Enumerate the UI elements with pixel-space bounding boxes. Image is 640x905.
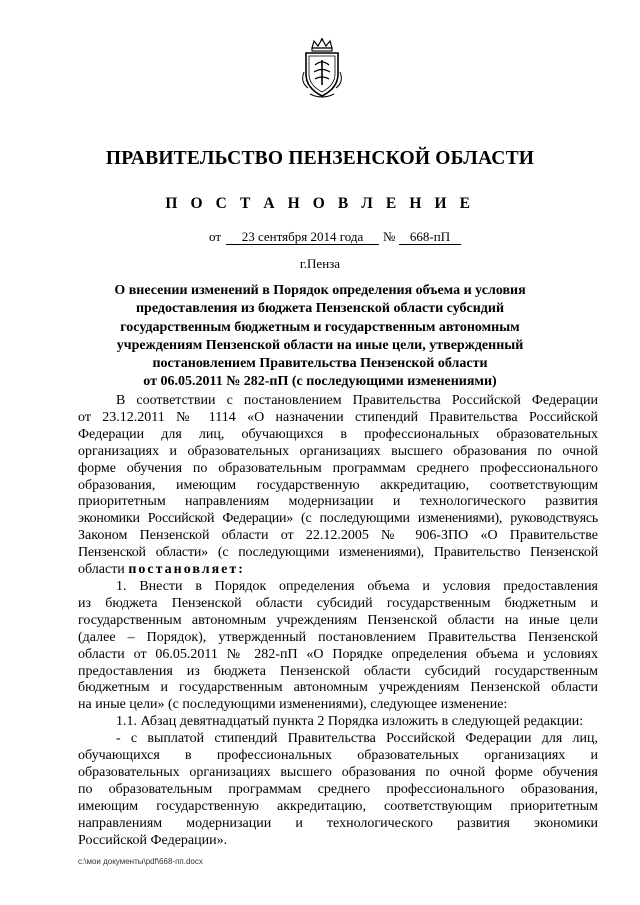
body-line: от 23.12.2011 № 1114 «О назначении стипендий Правительства Российской xyxy=(78,409,598,425)
document-type: П О С Т А Н О В Л Е Н И Е xyxy=(165,195,475,212)
body-line: области от 06.05.2011 № 282-пП «О Порядке определения объема и условиях xyxy=(78,646,598,662)
document-subject xyxy=(80,282,560,392)
subject-line: от 06.05.2011 № 282-пП (с последующими изменениями) xyxy=(143,374,497,390)
body-line: образовательных организациях высшего образования по очной форме обучения xyxy=(78,764,598,780)
body-line: обучающихся в профессиональных образовательных организациях и xyxy=(78,748,598,764)
file-path-footer: c:\мои документы\pdf\668-пп.docx xyxy=(78,857,203,866)
penza-coat-of-arms-icon xyxy=(298,38,346,100)
subject-line: предоставления из бюджета Пензенской области субсидий xyxy=(135,301,505,317)
body-line: из бюджета Пензенской области субсидий государственным бюджетным и xyxy=(78,595,598,611)
body-line: предоставления из бюджета Пензенской области субсидий государственным xyxy=(78,663,598,679)
number-prefix: № xyxy=(383,229,396,244)
city: г.Пенза xyxy=(299,256,341,271)
body-line: Федерации для лиц, обучающихся в профессиональных образовательных xyxy=(78,426,598,442)
resolves-word: постановляет: xyxy=(128,562,245,578)
subject-line: О внесении изменений в Порядок определения объема и условия xyxy=(114,283,526,298)
body-line: (далее – Порядок), утвержденный постановлением Правительства Пензенской xyxy=(78,629,598,645)
body-line: организациях и образовательных организациях высшего образования по очной xyxy=(78,443,598,459)
body-line: государственным автономным учреждениям Пензенской области на иные цели xyxy=(78,612,598,628)
body-line: области xyxy=(78,562,125,578)
body-line: Российской Федерации». xyxy=(78,832,228,848)
date-prefix: от xyxy=(209,229,222,244)
body-line: на иные цели» (с последующими изменениями), следующее изменение: xyxy=(78,697,508,713)
body-line: образования, имеющим государственную аккредитацию, соответствующим xyxy=(78,477,598,493)
body-line: по образовательным программам среднего профессионального образования, xyxy=(78,781,598,797)
body-line: бюджетным и государственным автономным учреждениям Пензенской области xyxy=(78,680,598,696)
subject-line: постановлением Правительства Пензенской области xyxy=(152,356,488,372)
document-number: 668-пП xyxy=(399,229,461,245)
body-line: форме обучения по образовательным программам среднего профессионального xyxy=(78,460,598,476)
body-line: приоритетным направлениям модернизации и технологического развития xyxy=(78,494,598,510)
body-line: В соответствии с постановлением Правительства Российской Федерации xyxy=(116,393,598,408)
document-body xyxy=(78,393,598,849)
body-line: 1.1. Абзац девятнадцатый пункта 2 Порядка изложить в следующей редакции: xyxy=(116,714,584,730)
body-line: имеющим государственную аккредитацию, соответствующим приоритетным xyxy=(78,798,598,814)
body-line-resolves xyxy=(78,562,598,579)
body-line: 1. Внести в Порядок определения объема и условия предоставления xyxy=(116,578,598,594)
body-line: - с выплатой стипендий Правительства Российской Федерации для лиц, xyxy=(116,731,598,747)
government-title: ПРАВИТЕЛЬСТВО ПЕНЗЕНСКОЙ ОБЛАСТИ xyxy=(105,148,535,169)
body-line: направлениям модернизации и технологического развития экономики xyxy=(78,815,598,831)
body-line: экономики Российской Федерации» (с последующими изменениями), руководствуясь xyxy=(78,511,598,527)
body-line: Законом Пензенской области от 22.12.2005 № 906-ЗПО «О Правительстве xyxy=(78,528,598,544)
body-line: Пензенской области» (с последующими изменениями), Правительство Пензенской xyxy=(78,545,598,561)
subject-line: государственным бюджетным и государственным автономным xyxy=(120,319,520,335)
document-date: 23 сентября 2014 года xyxy=(226,229,379,245)
subject-line: учреждениям Пензенской области на иные цели, утвержденный xyxy=(116,337,524,353)
